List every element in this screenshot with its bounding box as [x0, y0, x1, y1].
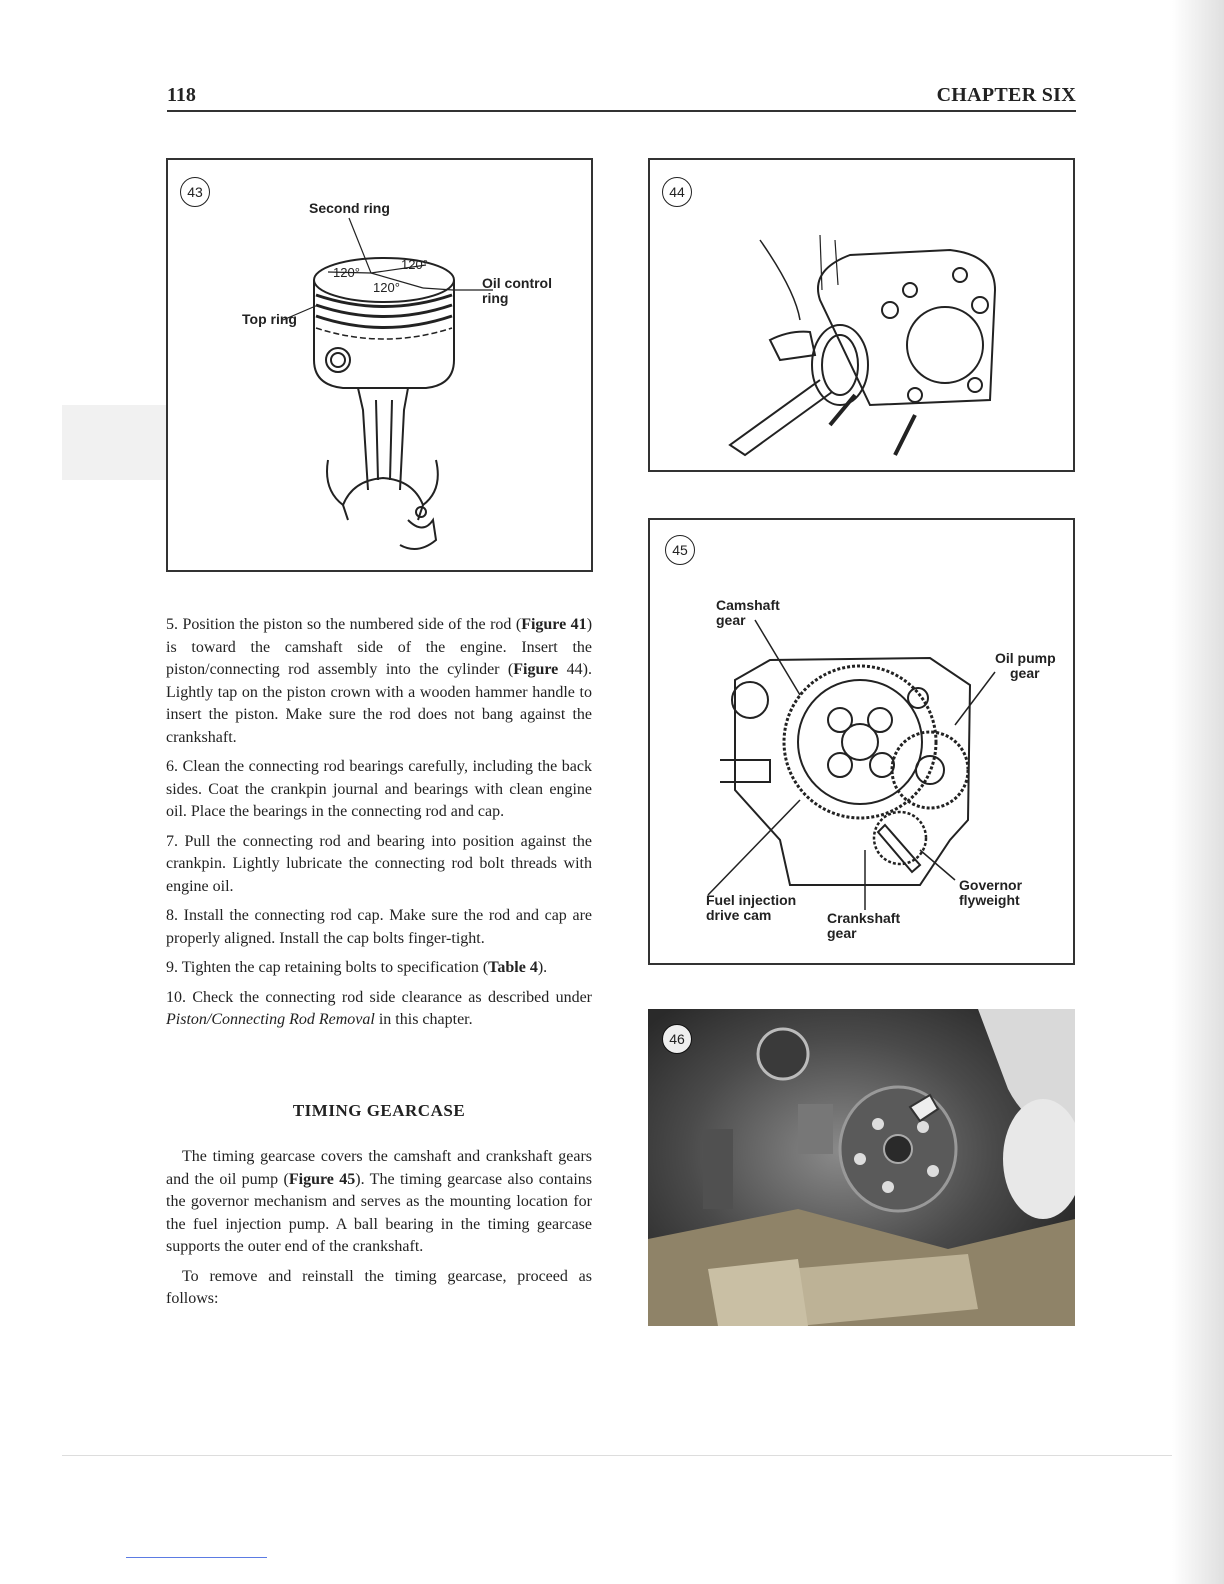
- label-oil-control-ring-1: Oil control: [482, 275, 552, 291]
- scan-edge-shadow: [1172, 0, 1224, 1584]
- footer-rule: [62, 1455, 1172, 1456]
- figure-43: [166, 158, 593, 572]
- label-second-ring: Second ring: [309, 200, 390, 216]
- label-governor-1: Governor: [959, 877, 1023, 893]
- label-camshaft-gear-1: Camshaft: [716, 597, 780, 613]
- label-oil-pump-gear-2: gear: [1010, 665, 1040, 681]
- page-number: 118: [167, 84, 196, 106]
- body-text-steps: [166, 614, 592, 1039]
- label-fuel-injection-1: Fuel injection: [706, 892, 797, 908]
- label-camshaft-gear-2: gear: [716, 612, 746, 628]
- label-angle-left: 120°: [333, 265, 360, 280]
- label-oil-control-ring-2: ring: [482, 290, 509, 306]
- scan-bleed-shadow: [62, 405, 172, 480]
- step-9: 9. Tighten the cap retaining bolts to specification (Table 4).: [166, 959, 548, 976]
- figure-43-number: 43: [180, 177, 210, 207]
- header-rule: [167, 110, 1076, 112]
- label-angle-bottom: 120°: [373, 280, 400, 295]
- label-angle-right: 120°: [401, 257, 428, 272]
- section-title-timing-gearcase: TIMING GEARCASE: [292, 1101, 466, 1120]
- footer-link-underline: [126, 1557, 267, 1558]
- piston-illustration: [168, 160, 593, 572]
- label-governor-2: flyweight: [959, 892, 1020, 908]
- label-crankshaft-gear-2: gear: [827, 925, 857, 941]
- label-oil-pump-gear-1: Oil pump: [995, 650, 1056, 666]
- figure-44: [648, 158, 1075, 472]
- step-8: 8. Install the connecting rod cap. Make sure the rod and cap are properly aligned. Install the cap bolts finger-tight.: [166, 907, 592, 947]
- figure-44-number: 44: [662, 177, 692, 207]
- figure-45: [648, 518, 1075, 965]
- body-text-gearcase: [166, 1146, 592, 1318]
- step-10: 10. Check the connecting rod side clearance as described under Piston/Connecting Rod Removal in this chapter.: [166, 988, 592, 1028]
- engine-photo: [648, 1009, 1075, 1326]
- chapter-title: CHAPTER SIX: [936, 84, 1076, 106]
- label-crankshaft-gear-1: Crankshaft: [827, 910, 901, 926]
- gearcase-paragraph-1: The timing gearcase covers the camshaft and crankshaft gears and the oil pump (Figure 45). The timing gearcase also contains the governor mechanism and serves as the mounting location for the fuel injection pump. A ball bearing in the timing gearcase supports the outer end of the crankshaft.: [166, 1148, 593, 1255]
- label-fuel-injection-2: drive cam: [706, 907, 772, 923]
- figure-46-number: 46: [662, 1024, 692, 1054]
- gearcase-paragraph-2: To remove and reinstall the timing gearcase, proceed as follows:: [166, 1267, 592, 1307]
- figure-45-number: 45: [665, 535, 695, 565]
- step-7: 7. Pull the connecting rod and bearing into position against the crankpin. Lightly lubricate the connecting rod bolt threads with engine oil.: [166, 832, 592, 895]
- step-6: 6. Clean the connecting rod bearings carefully, including the back sides. Coat the crankpin journal and bearings with clean engine oil. Place the bearings in the connecting rod and cap.: [166, 758, 592, 820]
- step-5: 5. Position the piston so the numbered side of the rod (Figure 41) is toward the camshaft side of the engine. Insert the piston/connecting rod assembly into the cylinder (Figure 44). Lightly tap on the piston crown with a wooden hammer handle to insert the piston. Make sure the rod does not bang against the crankshaft.: [166, 616, 593, 746]
- piston-insertion-illustration: [650, 160, 1075, 472]
- label-top-ring: Top ring: [242, 311, 297, 327]
- figure-46: [648, 1009, 1075, 1326]
